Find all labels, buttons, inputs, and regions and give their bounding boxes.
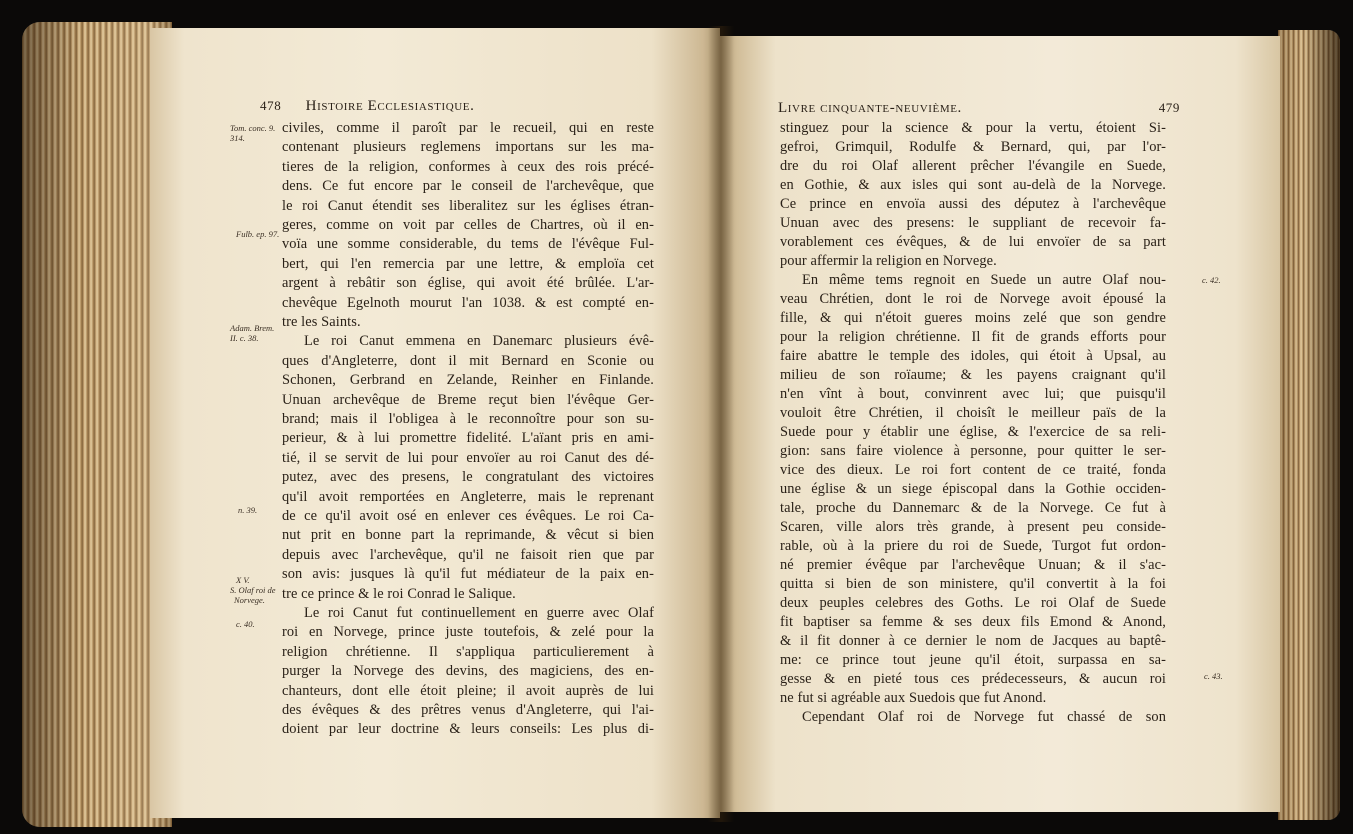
right-page-line: stinguez pour la science & pour la vertu, étoient Si-: [780, 120, 1166, 136]
left-page-line: Schonen, Gerbrand en Zelande, Reinher en Finlande.: [282, 372, 654, 389]
left-page-line: dens. Ce fut encore par le conseil de l'archevêque, que: [282, 178, 654, 195]
right-page-line: Cependant Olaf roi de Norvege fut chassé de son: [802, 709, 1166, 725]
right-page-line: tale, proche du Dannemarc & de la Norvege. Ce fut à: [780, 500, 1166, 516]
left-page-margin-note: Tom. conc. 9.: [230, 123, 276, 133]
right-page-line: vouloit être Chrétien, il choisît le meilleur païs de la: [780, 405, 1166, 421]
right-page-line: fille, & qui n'étoit gueres moins zelé que son gendre: [780, 310, 1166, 326]
right-page: [720, 36, 1280, 812]
left-page-line: tre les Saints.: [282, 314, 361, 330]
right-page-line: vice des dieux. Le roi fort content de ce traité, fonda: [780, 462, 1166, 478]
left-page-margin-note: II. c. 38.: [230, 333, 259, 343]
left-page-line: civiles, comme il paroît par le recueil, qui en reste: [282, 120, 654, 136]
right-page-line: rable, où à la priere du roi de Suede, Turgot fut ordon-: [780, 538, 1166, 554]
right-header: [778, 100, 1180, 116]
right-page-line: gion: sans faire violence à personne, pour quitter le ser-: [780, 443, 1166, 459]
right-page-line: en Gothie, & aux isles qui sont au-delà de la Norvege.: [780, 177, 1166, 193]
left-page-margin-note: c. 40.: [236, 619, 255, 629]
right-page-margin-note: c. 42.: [1202, 275, 1221, 285]
left-page-line: geres, comme on voit par celles de Chartres, où il en-: [282, 217, 654, 233]
left-page-margin-note: X V.: [236, 575, 250, 585]
right-page-line: deux peuples celebres des Goths. Le roi Olaf de Suede: [780, 595, 1166, 611]
left-page-line: Unuan archevêque de Breme reçut bien l'évêque Ger-: [282, 391, 654, 408]
right-page-line: dre du roi Olaf allerent prêcher l'évangile en Suede,: [780, 158, 1166, 174]
left-page-line: tié, il se servit de lui pour envoïer au roi Canut des dé-: [282, 449, 654, 466]
left-page-number: 478: [260, 98, 282, 113]
right-page-line: né premier évêque par l'archevêque Unuan; & il s'ac-: [780, 557, 1166, 573]
right-page-line: veau Chrétien, dont le roi de Norvege avoit épousé la: [780, 291, 1166, 307]
right-page-line: Suede pour y établir une église, & l'exercice de sa reli-: [780, 424, 1166, 440]
right-page-edges: [1278, 30, 1340, 820]
left-page-line: putez, avec des presens, le congratulant des victoires: [282, 469, 654, 486]
right-page-line: n'en vînt à bout, convinrent avec lui; que puisqu'il: [780, 386, 1166, 402]
left-page-line: tre ce prince & le roi Conrad le Salique.: [282, 585, 516, 602]
left-running-head: Histoire Ecclesiastique.: [305, 98, 475, 114]
left-page-margin-note: S. Olaf roi de: [230, 585, 276, 595]
right-page-line: milieu de son roïaume; & les payens craignant qu'il: [780, 367, 1166, 383]
left-page-line: son avis: jusques là qu'il fut médiateur de la paix en-: [282, 566, 654, 583]
right-page-line: me: ce prince tout jeune qu'il étoit, surpassa en sa-: [780, 652, 1166, 668]
right-page-line: une église & un siege épiscopal dans la Gothie occiden-: [780, 481, 1166, 497]
left-page-line: ques d'Angleterre, dont il mit Bernard en Sconie ou: [282, 352, 654, 369]
right-page-line: Unuan avec des presens: le suppliant de recevoir fa-: [780, 215, 1166, 231]
right-page-number: 479: [1158, 100, 1180, 115]
right-page-line: Scaren, ville alors très grande, à present peu conside-: [780, 519, 1166, 535]
left-page-line: Le roi Canut emmena en Danemarc plusieurs évê-: [304, 333, 654, 350]
left-page-margin-note: 314.: [230, 133, 245, 143]
left-page-margin-note: Norvege.: [234, 595, 265, 605]
left-page-line: qu'il avoit remportées en Angleterre, mais le reprenant: [282, 488, 654, 505]
left-page-line: brand; mais il l'obligea à le reconnoître pour son su-: [282, 411, 654, 427]
left-page-margin-note: Adam. Brem.: [230, 323, 275, 333]
left-page-margin-note: Fulb. ep. 97.: [236, 229, 280, 239]
left-page-line: le roi Canut étendit ses liberalitez sur les églises étran-: [282, 197, 654, 214]
right-page-line: vorablement ces évêques, & de lui envoïer de sa part: [780, 234, 1166, 250]
right-page-line: En même tems regnoit en Suede un autre Olaf nou-: [802, 272, 1166, 288]
gutter-shadow: [708, 26, 734, 822]
left-page-line: argent à rebâtir son église, qui avoit été brûlée. L'ar-: [282, 275, 654, 292]
left-page-line: nut prit en bonne part la reprimande, & vêcut si bien: [282, 527, 654, 544]
right-page-margin-note: c. 43.: [1204, 671, 1223, 681]
right-page-line: pour affermir la religion en Norvege.: [780, 253, 997, 269]
left-page-line: bert, qui l'en remercia par une lettre, & emploïa cet: [282, 255, 654, 272]
open-book: [22, 22, 1340, 827]
left-page-margin-note: n. 39.: [238, 505, 258, 515]
left-page-line: religion chrétienne. Il s'appliqua particulierement à: [282, 643, 654, 660]
right-page-line: fit baptiser sa femme & ses deux fils Emond & Anond,: [780, 614, 1166, 630]
left-page-line: des évêques & des prêtres venus d'Angleterre, qui l'ai-: [282, 702, 654, 718]
left-page-line: perieur, & à lui promettre fidelité. L'aïant pris en ami-: [282, 430, 654, 447]
right-page-line: ne fut si agréable aux Suedois que fut Anond.: [780, 690, 1047, 706]
left-page-line: tieres de la religion, conformes à ceux des rois précé-: [282, 158, 654, 175]
right-page-line: gesse & en pieté tous ces prédecesseurs, & aucun roi: [780, 671, 1166, 687]
right-page-line: quitta si bien de son ministere, qu'il convertit à la foi: [780, 576, 1166, 592]
left-page-line: depuis avec l'archevêque, qu'il ne faisoit rien que par: [282, 546, 654, 563]
right-page-line: pour la religion chrétienne. Il fit de grands efforts pour: [780, 329, 1166, 345]
left-page-line: chevêque Egelnoth mourut l'an 1038. & est compté en-: [282, 294, 654, 311]
left-page: [150, 28, 720, 818]
right-page-line: gefroi, Grimquil, Rodulfe & Bernard, qui, par l'or-: [780, 139, 1166, 155]
left-page-line: Le roi Canut fut continuellement en guerre avec Olaf: [304, 605, 654, 621]
right-page-line: Ce prince en envoïa aussi des députez à l'archevêque: [780, 196, 1166, 212]
left-page-line: chanteurs, dont elle étoit pleine; il avoit auprès de lui: [282, 682, 654, 699]
left-header: [260, 98, 474, 114]
left-page-line: doient par leur doctrine & leurs conseils: Les plus di-: [282, 721, 654, 738]
left-page-line: de ce qu'il avoit osé en enlever ces évêques. Le roi Ca-: [282, 508, 654, 524]
right-page-line: & il fit donner à ce dernier le nom de Jacques au baptê-: [780, 633, 1166, 649]
right-running-head: Livre cinquante-neuvième.: [778, 100, 962, 116]
left-page-line: roi en Norvege, prince juste toutefois, & zelé pour la: [282, 624, 654, 641]
left-page-line: purger la Norvege des devins, des magiciens, des en-: [282, 663, 654, 680]
left-page-line: voïa une somme considerable, du tems de l'évêque Ful-: [282, 236, 654, 253]
right-page-line: faire abattre le temple des idoles, qui étoit à Upsal, au: [780, 348, 1166, 364]
left-page-line: contenant plusieurs reglemens importans sur les ma-: [282, 139, 654, 156]
